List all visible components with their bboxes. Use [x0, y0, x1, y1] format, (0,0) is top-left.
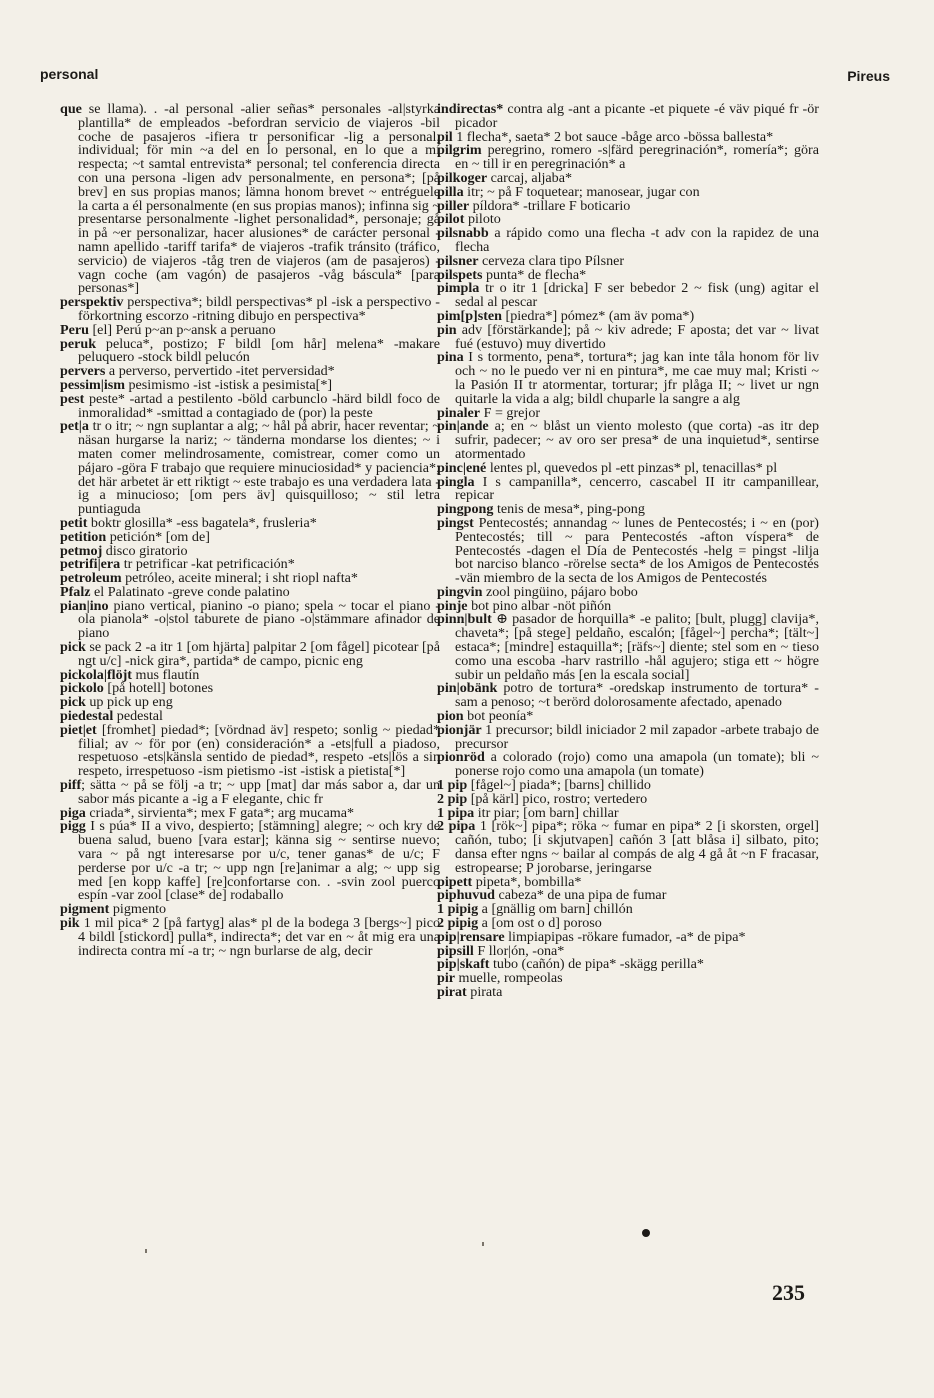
entry: petition petición* [om de] [60, 528, 210, 545]
entry: Peru [el] Perú p~an p~ansk a peruano [60, 321, 276, 338]
entry: petit boktr glosilla* -ess bagatela*, frusleria* [60, 514, 317, 531]
entry: pervers a perverso, pervertido -itet perversidad* [60, 363, 335, 380]
entry: pir muelle, rompeolas [437, 970, 563, 987]
entry: petrifi|era tr petrificar -kat petrificación* [60, 556, 295, 573]
entry: perspektiv perspectiva*; bildl perspectivas* pl -isk a perspectivo -förkortning escorzo -ritning dibujo en perspectiva* [60, 294, 440, 324]
entry: petroleum petróleo, aceite mineral; i sht riopl nafta* [60, 570, 358, 587]
entry: pim[p]sten [piedra*] pómez* (am äv poma*) [437, 307, 695, 324]
page-number: 235 [772, 1280, 805, 1305]
entry: pilgrim peregrino, romero -s|färd peregrinación*, romería*; göra en ~ till ir en peregrinación* a [437, 142, 819, 173]
entry: pion bot peonía* [437, 708, 534, 725]
entry: pessim|ism pesimismo -ist -istisk a pesimista[*] [60, 376, 333, 393]
entry: indirectas* contra alg -ant a picante -et piquete -é väv piqué fr -ör picador [437, 101, 819, 131]
left-column [60, 103, 440, 958]
entry: pickola|flöjt mus flautín [60, 666, 200, 683]
entry: pil 1 flecha*, saeta* 2 bot sauce -båge arco -bössa ballesta* [437, 128, 774, 145]
entry: piga criada*, sirvienta*; mex F gata*; arg mucama* [60, 804, 355, 821]
entry: pionjär 1 precursor; bildl iniciador 2 mil zapador -arbete trabajo de precursor [437, 721, 819, 752]
entry: pip|rensare limpiapipas -rökare fumador, -a* de pipa* [437, 928, 746, 945]
entry: pilot piloto [437, 211, 501, 228]
entry: pilkoger carcaj, aljaba* [437, 169, 573, 186]
entry: pingvin zool pingüino, pájaro bobo [437, 583, 638, 600]
entry: piphuvud cabeza* de una pipa de fumar [437, 887, 667, 904]
entry: pirat pirata [437, 984, 503, 1000]
entry: pimpla tr o itr 1 [dricka] F ser bebedor 2 ~ fisk (ung) agitar el sedal al pescar [437, 280, 819, 311]
ink-mark [482, 1242, 484, 1246]
entry: pin|obänk potro de tortura* -oredskap instrumento de tortura* -sam a penoso; ~t berörd dolorosamente afectado, apenado [437, 680, 819, 711]
entry: pinje bot pino albar -nöt piñón [437, 597, 612, 614]
entry: pian|ino piano vertical, pianino -o piano; spela ~ tocar el piano -ola pianola* -o|stol taburete de piano -o|stämmare afinador de piano [60, 597, 440, 642]
entry: pipsill F llor|ón, -ona* [437, 942, 565, 959]
entry: pet|a tr o itr; ~ ngn suplantar a alg; ~ hål på abrir, hacer reventar; ~ näsan hurgarse la nariz; ~ tänderna mondarse los dientes; ~ i maten comer melindrosamente, comistrear, comer como un pájaro -göra F trabajo que requiere minuciosidad* y paciencia*; det här arbetet är ett riktigt ~ este trabajo es una verdadera lata -ig a minucioso; [om pers äv] quisquilloso; ~ stil letra puntiaguda [60, 418, 440, 518]
entry: 1 pip [fågel~] piada*; [barns] chillido [437, 777, 651, 794]
running-head-left: personal [40, 66, 99, 82]
entry: pilspets punta* de flecha* [437, 266, 587, 283]
entry: pest peste* -artad a pestilento -böld carbunclo -härd bildl foco de inmoralidad* -smittad a contagiado de (por) la peste [60, 390, 440, 421]
entry: pina I s tormento, pena*, tortura*; jag kan inte tåla honom för liv och ~ no le puedo ver ni en pintura*, me cae muy mal; Kristi ~ la Pasión II tr atormentar, torturar; jfr plåga II; ~ livet ur ngn quitarle la vida a alg; bildl chuparle la sangre a alg [437, 349, 819, 407]
right-column [437, 103, 819, 1000]
entry: pin adv [förstärkande]; på ~ kiv adrede; F aposta; det var ~ livat fué (estuvo) muy divertido [437, 321, 819, 352]
entry: pinn|bult ⊕ pasador de horquilla* -e palito; [bult, plugg] clavija*, chaveta*; [på stege] peldaño, escalón; [fågel~] percha*; [tält~] estaca*; [mindre] estaquilla*; [räfs~] diente; stel som en ~ tieso como una escoba -harv rastrillo -hål agujero; stiga ett ~ högre subir un peldaño más [en la escala social] [437, 611, 819, 683]
entry: 1 pipa itr piar; [om barn] chillar [437, 804, 619, 821]
entry: pinaler F = grejor [437, 404, 541, 421]
entry: pick se pack 2 -a itr 1 [om hjärta] palpitar 2 [om fågel] picotear [på ngt u/c] -nick gira*, partida* de campo, picnic eng [60, 639, 440, 669]
entry: pingst Pentecostés; annandag ~ lunes de Pentecostés; i ~ en (por) Pentecostés; till ~ para Pentecostés -afton víspera* de Pentecostés -dagen el Día de Pentecostés -helg = pingst -lilja bot narciso blanco -rörelse secta* de los Amigos de Pentecostés -vän miembro de la secta de los Amigos de Pentecostés [437, 514, 819, 587]
entry: 2 pip [på kärl] pico, rostro; vertedero [437, 790, 648, 807]
entry: pilla itr; ~ på F toquetear; manosear, jugar con [437, 183, 700, 200]
entry: piff; sätta ~ på se följ -a tr; ~ upp [mat] dar más sabor a, dar un sabor más picante a -ig a F elegante, chic fr [60, 777, 440, 807]
entry: piet|et [fromhet] piedad*; [vördnad äv] respeto; sonlig ~ piedad* filial; av ~ för por (en) consideración* a -ets|full a piadoso, respetuoso -ets|känsla sentido de piedad*, respeto -ets|lös a sin respeto, irrespetuoso -ism pietismo -ist -istisk a pietista[*] [60, 721, 440, 780]
entry: que se llama). . -al personal -alier señas* personales -al|styrka plantilla* de empleados -befordran servicio de viajeros -bil coche de pasajeros -ifiera tr personificar -lig a personal, individual; för min ~a del en lo personal, en lo que a mí respecta; ~t samtal entrevista* personal; tel conferencia directa con una persona -ligen adv personalmente, en persona*; [på brev] en sus propias manos; lämna honom brevet ~ entréguele la carta a él personalmente (en sus propias manos); infinna sig ~ presentarse personalmente -lighet personalidad*, personaje; gå in på ~er personalizar, hacer alusiones* de carácter personal -namn apellido -tariff tarifa* de viajeros -trafik tránsito (tráfico, servicio) de viajeros -tåg tren de viajeros (am de pasajeros) -vagn coche (am vagón) de pasajeros -våg báscula* [para personas*] [60, 101, 440, 297]
ink-dot [642, 1229, 650, 1237]
entry: 2 pipig a [om ost o d] poroso [437, 915, 602, 932]
entry: pingpong tenis de mesa*, ping-pong [437, 501, 645, 518]
entry: pilsnabb a rápido como una flecha -t adv con la rapidez de una flecha [437, 225, 819, 255]
entry: pickolo [på hotell] botones [60, 680, 214, 697]
running-head-right: Pireus [847, 68, 890, 84]
entry: 1 pipig a [gnällig om barn] chillón [437, 901, 633, 918]
entry: pilsner cerveza clara tipo Pílsner [437, 252, 625, 269]
entry: pin|ande a; en ~ blåst un viento molesto (que corta) -as itr dep sufrir, padecer; ~ av oro ser presa* de una inquietud*, sentirse atormentado [437, 418, 819, 462]
entry: 2 pipa 1 [rök~] pipa*; röka ~ fumar en pipa* 2 [i skorsten, orgel] cañón, tubo; [i skjutvapen] cañón 3 [att blåsa i] silbato, pito; dansa efter ngns ~ bailar al compás de alg 4 gå åt ~n F fracasar, estropearse; P jorobarse, jeringarse [437, 818, 820, 876]
ink-mark [145, 1249, 147, 1253]
entry: piller píldora* -trillare F boticario [437, 197, 631, 214]
entry: pick up pick up eng [60, 694, 173, 711]
entry: pigg I s púa* II a vivo, despierto; [stämning] alegre; ~ och kry de buena salud, bueno [vara estar]; känna sig ~ sentirse nuevo; vara ~ på ngt interesarse por u/c, tener ganas* de u/c; F perderse por u/c -a tr; ~ upp ngn [re]animar a alg; ~ upp sig med [en kopp kaffe] [re]confortarse con. . -svin zool puerco espín -var zool [clase* de] rodaballo [60, 818, 440, 904]
entry: piedestal pedestal [60, 708, 163, 725]
entry: peruk peluca*, postizo; F bildl [om hår] melena* -makare peluquero -stock bildl pelucón [60, 335, 440, 366]
entry: pingla I s campanilla*, cencerro, cascabel II itr campanillear, repicar [437, 473, 819, 504]
entry: Pfalz el Palatinato -greve conde palatino [60, 583, 290, 600]
entry: petmoj disco giratorio [60, 542, 188, 559]
entry: pionröd a colorado (rojo) como una amapola (un tomate); bli ~ ponerse rojo como una amapola (un tomate) [437, 749, 819, 780]
entry: pigment pigmento [60, 901, 167, 918]
entry: pik 1 mil pica* 2 [på fartyg] alas* pl de la bodega 3 [bergs~] pico 4 bildl [stickord] pulla*, indirecta*; det var en ~ åt mig era una indirecta contra mí -a tr; ~ ngn burlarse de alg, decir [60, 915, 440, 959]
entry: pip|skaft tubo (cañón) de pipa* -skägg perilla* [437, 956, 704, 973]
entry: pipett pipeta*, bombilla* [437, 873, 582, 890]
entry: pinc|ené lentes pl, quevedos pl -ett pinzas* pl, tenacillas* pl [437, 459, 778, 476]
